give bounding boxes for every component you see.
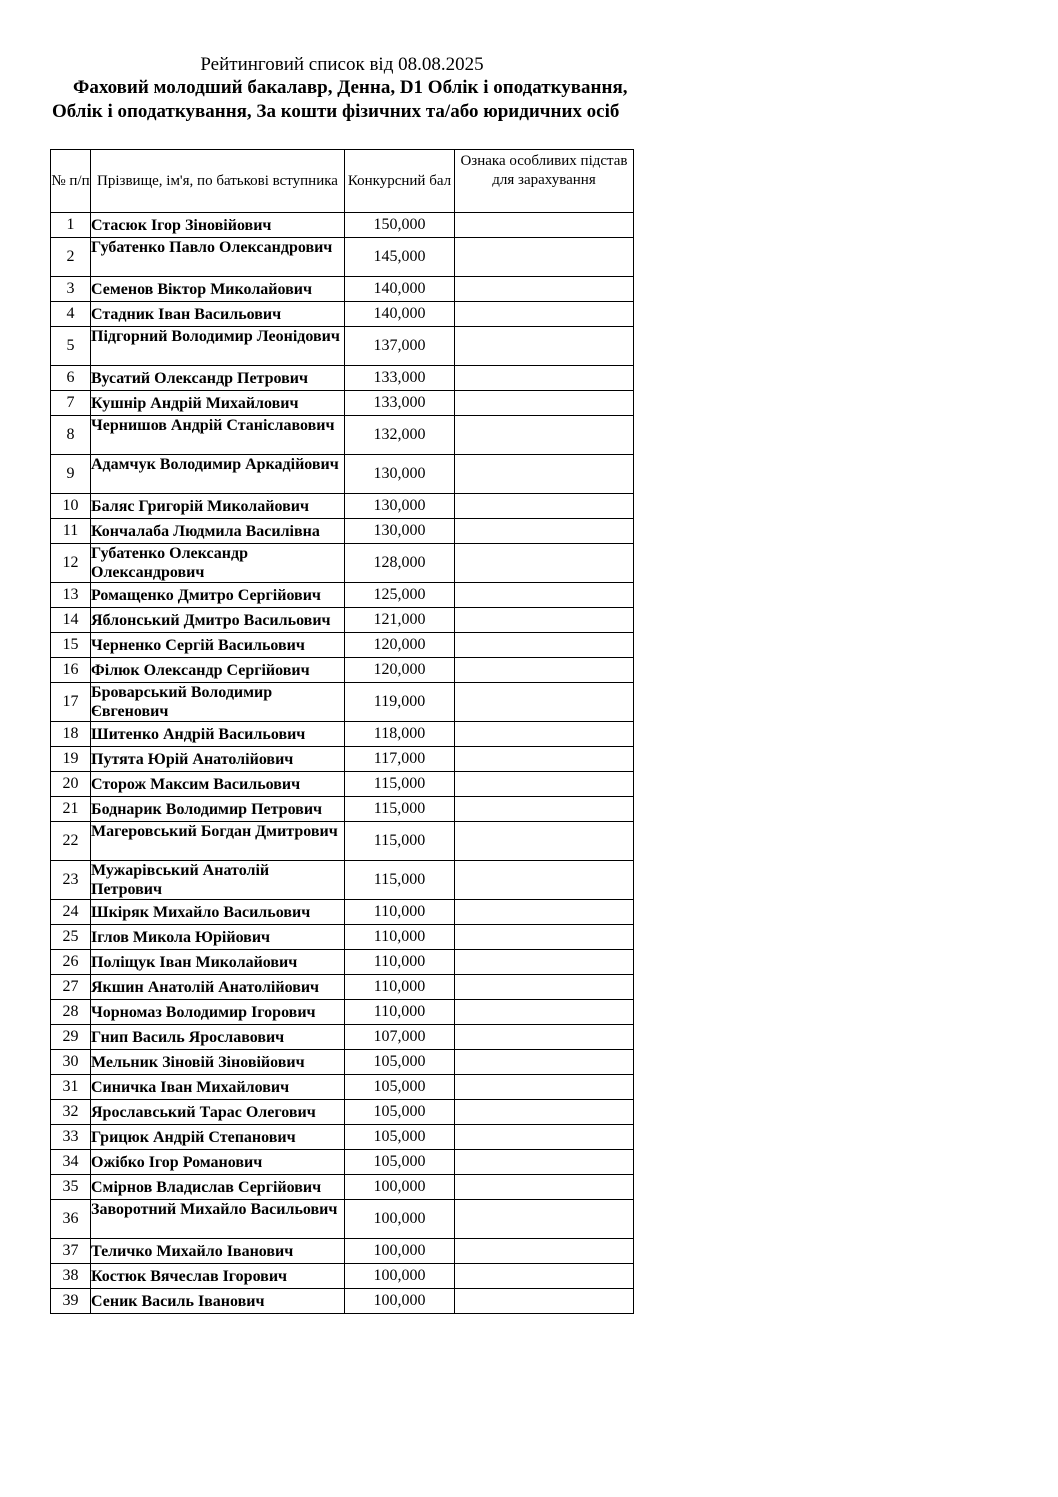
applicant-name: Чорномаз Володимир Ігорович xyxy=(91,1000,345,1025)
row-number: 27 xyxy=(51,975,91,1000)
competition-score: 100,000 xyxy=(345,1239,455,1264)
table-row xyxy=(51,772,634,797)
row-number: 17 xyxy=(51,683,91,722)
applicant-name: Сторож Максим Васильович xyxy=(91,772,345,797)
competition-score: 110,000 xyxy=(345,900,455,925)
competition-score: 100,000 xyxy=(345,1200,455,1239)
competition-score: 110,000 xyxy=(345,975,455,1000)
row-number: 15 xyxy=(51,633,91,658)
row-number: 21 xyxy=(51,797,91,822)
row-number: 39 xyxy=(51,1289,91,1314)
competition-score: 119,000 xyxy=(345,683,455,722)
competition-score: 128,000 xyxy=(345,544,455,583)
special-grounds-cell xyxy=(455,519,634,544)
table-row xyxy=(51,658,634,683)
special-grounds-cell xyxy=(455,633,634,658)
special-grounds-cell xyxy=(455,455,634,494)
table-row xyxy=(51,822,634,861)
applicant-name: Філюк Олександр Сергійович xyxy=(91,658,345,683)
special-grounds-cell xyxy=(455,608,634,633)
row-number: 6 xyxy=(51,366,91,391)
special-grounds-cell xyxy=(455,658,634,683)
applicant-name: Ромащенко Дмитро Сергійович xyxy=(91,583,345,608)
competition-score: 120,000 xyxy=(345,658,455,683)
table-row xyxy=(51,1100,634,1125)
row-number: 9 xyxy=(51,455,91,494)
special-grounds-cell xyxy=(455,1000,634,1025)
special-grounds-cell xyxy=(455,1075,634,1100)
competition-score: 105,000 xyxy=(345,1100,455,1125)
row-number: 2 xyxy=(51,238,91,277)
table-row xyxy=(51,327,634,366)
row-number: 13 xyxy=(51,583,91,608)
special-grounds-cell xyxy=(455,1200,634,1239)
row-number: 12 xyxy=(51,544,91,583)
table-row xyxy=(51,747,634,772)
table-row xyxy=(51,608,634,633)
special-grounds-cell xyxy=(455,327,634,366)
special-grounds-cell xyxy=(455,925,634,950)
table-row xyxy=(51,683,634,722)
competition-score: 100,000 xyxy=(345,1264,455,1289)
table-row xyxy=(51,861,634,900)
special-grounds-cell xyxy=(455,747,634,772)
table-row xyxy=(51,925,634,950)
applicant-name: Іглов Микола Юрійович xyxy=(91,925,345,950)
table-row xyxy=(51,633,634,658)
table-row xyxy=(51,1025,634,1050)
special-grounds-cell xyxy=(455,683,634,722)
competition-score: 133,000 xyxy=(345,366,455,391)
table-row xyxy=(51,238,634,277)
competition-score: 100,000 xyxy=(345,1175,455,1200)
row-number: 20 xyxy=(51,772,91,797)
table-row xyxy=(51,1150,634,1175)
table-row xyxy=(51,1175,634,1200)
applicant-name: Сеник Василь Іванович xyxy=(91,1289,345,1314)
row-number: 19 xyxy=(51,747,91,772)
row-number: 23 xyxy=(51,861,91,900)
special-grounds-cell xyxy=(455,797,634,822)
row-number: 35 xyxy=(51,1175,91,1200)
special-grounds-cell xyxy=(455,366,634,391)
competition-score: 100,000 xyxy=(345,1289,455,1314)
row-number: 38 xyxy=(51,1264,91,1289)
applicant-name: Семенов Віктор Миколайович xyxy=(91,277,345,302)
applicant-name: Теличко Михайло Іванович xyxy=(91,1239,345,1264)
competition-score: 115,000 xyxy=(345,822,455,861)
table-row xyxy=(51,519,634,544)
applicant-name: Кушнір Андрій Михайлович xyxy=(91,391,345,416)
row-number: 8 xyxy=(51,416,91,455)
special-grounds-cell xyxy=(455,822,634,861)
column-header-name: Прізвище, ім'я, по батькові вступника xyxy=(91,150,345,213)
row-number: 26 xyxy=(51,950,91,975)
applicant-name: Підгорний Володимир Леонідович xyxy=(91,327,345,366)
table-row xyxy=(51,1075,634,1100)
competition-score: 105,000 xyxy=(345,1050,455,1075)
table-header-row xyxy=(51,150,634,213)
table-row xyxy=(51,1264,634,1289)
special-grounds-cell xyxy=(455,722,634,747)
table-row xyxy=(51,975,634,1000)
applicant-name: Вусатий Олександр Петрович xyxy=(91,366,345,391)
row-number: 14 xyxy=(51,608,91,633)
row-number: 3 xyxy=(51,277,91,302)
applicant-name: Путята Юрій Анатолійович xyxy=(91,747,345,772)
competition-score: 140,000 xyxy=(345,302,455,327)
competition-score: 115,000 xyxy=(345,797,455,822)
row-number: 25 xyxy=(51,925,91,950)
applicant-name: Поліщук Іван Миколайович xyxy=(91,950,345,975)
row-number: 5 xyxy=(51,327,91,366)
table-row xyxy=(51,1050,634,1075)
special-grounds-cell xyxy=(455,975,634,1000)
special-grounds-cell xyxy=(455,213,634,238)
table-row xyxy=(51,544,634,583)
row-number: 31 xyxy=(51,1075,91,1100)
special-grounds-cell xyxy=(455,1125,634,1150)
table-row xyxy=(51,366,634,391)
applicant-name: Мужарівський Анатолій Петрович xyxy=(91,861,345,900)
competition-score: 105,000 xyxy=(345,1075,455,1100)
applicant-name: Грицюк Андрій Степанович xyxy=(91,1125,345,1150)
row-number: 32 xyxy=(51,1100,91,1125)
applicant-name: Адамчук Володимир Аркадійович xyxy=(91,455,345,494)
row-number: 11 xyxy=(51,519,91,544)
table-row xyxy=(51,797,634,822)
special-grounds-cell xyxy=(455,391,634,416)
table-row xyxy=(51,583,634,608)
row-number: 22 xyxy=(51,822,91,861)
applicant-name: Баляс Григорій Миколайович xyxy=(91,494,345,519)
competition-score: 125,000 xyxy=(345,583,455,608)
competition-score: 121,000 xyxy=(345,608,455,633)
applicant-name: Мельник Зіновій Зіновійович xyxy=(91,1050,345,1075)
column-header-num: № п/п xyxy=(51,150,91,213)
competition-score: 133,000 xyxy=(345,391,455,416)
column-header-special: Ознака особливих підстав для зарахування xyxy=(455,150,634,213)
table-row xyxy=(51,494,634,519)
applicant-name: Броварський Володимир Євгенович xyxy=(91,683,345,722)
competition-score: 140,000 xyxy=(345,277,455,302)
applicant-name: Губатенко Павло Олександрович xyxy=(91,238,345,277)
list-subtitle: Фаховий молодший бакалавр, Денна, D1 Облік і оподаткування, Облік і оподаткування, За кошти фізичних та/або юридичних осіб xyxy=(52,77,628,122)
competition-score: 130,000 xyxy=(345,519,455,544)
rating-table xyxy=(50,149,634,1314)
special-grounds-cell xyxy=(455,1100,634,1125)
table-body xyxy=(51,213,634,1314)
table-row xyxy=(51,1000,634,1025)
special-grounds-cell xyxy=(455,900,634,925)
special-grounds-cell xyxy=(455,1025,634,1050)
competition-score: 150,000 xyxy=(345,213,455,238)
special-grounds-cell xyxy=(455,861,634,900)
table-row xyxy=(51,1200,634,1239)
competition-score: 110,000 xyxy=(345,950,455,975)
row-number: 30 xyxy=(51,1050,91,1075)
competition-score: 130,000 xyxy=(345,494,455,519)
applicant-name: Магеровський Богдан Дмитрович xyxy=(91,822,345,861)
special-grounds-cell xyxy=(455,544,634,583)
competition-score: 105,000 xyxy=(345,1150,455,1175)
special-grounds-cell xyxy=(455,494,634,519)
applicant-name: Ожібко Ігор Романович xyxy=(91,1150,345,1175)
special-grounds-cell xyxy=(455,583,634,608)
special-grounds-cell xyxy=(455,1175,634,1200)
applicant-name: Гнип Василь Ярославович xyxy=(91,1025,345,1050)
table-row xyxy=(51,391,634,416)
applicant-name: Синичка Іван Михайлович xyxy=(91,1075,345,1100)
applicant-name: Стадник Іван Васильович xyxy=(91,302,345,327)
table-row xyxy=(51,1239,634,1264)
competition-score: 115,000 xyxy=(345,772,455,797)
special-grounds-cell xyxy=(455,772,634,797)
row-number: 18 xyxy=(51,722,91,747)
applicant-name: Боднарик Володимир Петрович xyxy=(91,797,345,822)
special-grounds-cell xyxy=(455,302,634,327)
applicant-name: Ярославський Тарас Олегович xyxy=(91,1100,345,1125)
special-grounds-cell xyxy=(455,950,634,975)
row-number: 33 xyxy=(51,1125,91,1150)
competition-score: 120,000 xyxy=(345,633,455,658)
applicant-name: Костюк Вячеслав Ігорович xyxy=(91,1264,345,1289)
competition-score: 130,000 xyxy=(345,455,455,494)
table-row xyxy=(51,900,634,925)
table-row xyxy=(51,277,634,302)
competition-score: 107,000 xyxy=(345,1025,455,1050)
row-number: 24 xyxy=(51,900,91,925)
row-number: 7 xyxy=(51,391,91,416)
applicant-name: Якшин Анатолій Анатолійович xyxy=(91,975,345,1000)
applicant-name: Заворотний Михайло Васильович xyxy=(91,1200,345,1239)
row-number: 4 xyxy=(51,302,91,327)
page-title: Рейтинговий список від 08.08.2025 xyxy=(200,54,484,75)
applicant-name: Черненко Сергій Васильович xyxy=(91,633,345,658)
special-grounds-cell xyxy=(455,1239,634,1264)
applicant-name: Стасюк Ігор Зіновійович xyxy=(91,213,345,238)
competition-score: 137,000 xyxy=(345,327,455,366)
competition-score: 118,000 xyxy=(345,722,455,747)
competition-score: 145,000 xyxy=(345,238,455,277)
competition-score: 110,000 xyxy=(345,1000,455,1025)
special-grounds-cell xyxy=(455,1289,634,1314)
table-row xyxy=(51,1125,634,1150)
row-number: 28 xyxy=(51,1000,91,1025)
applicant-name: Шкіряк Михайло Васильович xyxy=(91,900,345,925)
applicant-name: Шитенко Андрій Васильович xyxy=(91,722,345,747)
special-grounds-cell xyxy=(455,1264,634,1289)
competition-score: 117,000 xyxy=(345,747,455,772)
special-grounds-cell xyxy=(455,1050,634,1075)
applicant-name: Губатенко Олександр Олександрович xyxy=(91,544,345,583)
table-row xyxy=(51,1289,634,1314)
competition-score: 110,000 xyxy=(345,925,455,950)
row-number: 29 xyxy=(51,1025,91,1050)
competition-score: 115,000 xyxy=(345,861,455,900)
special-grounds-cell xyxy=(455,1150,634,1175)
row-number: 10 xyxy=(51,494,91,519)
row-number: 37 xyxy=(51,1239,91,1264)
row-number: 1 xyxy=(51,213,91,238)
applicant-name: Смірнов Владислав Сергійович xyxy=(91,1175,345,1200)
table-row xyxy=(51,722,634,747)
row-number: 36 xyxy=(51,1200,91,1239)
row-number: 34 xyxy=(51,1150,91,1175)
special-grounds-cell xyxy=(455,238,634,277)
table-row xyxy=(51,302,634,327)
competition-score: 132,000 xyxy=(345,416,455,455)
special-grounds-cell xyxy=(455,277,634,302)
applicant-name: Кончалаба Людмила Василівна xyxy=(91,519,345,544)
applicant-name: Яблонський Дмитро Васильович xyxy=(91,608,345,633)
competition-score: 105,000 xyxy=(345,1125,455,1150)
table-row xyxy=(51,213,634,238)
table-row xyxy=(51,455,634,494)
special-grounds-cell xyxy=(455,416,634,455)
row-number: 16 xyxy=(51,658,91,683)
table-row xyxy=(51,950,634,975)
table-row xyxy=(51,416,634,455)
applicant-name: Чернишов Андрій Станіславович xyxy=(91,416,345,455)
column-header-score: Конкурсний бал xyxy=(345,150,455,213)
